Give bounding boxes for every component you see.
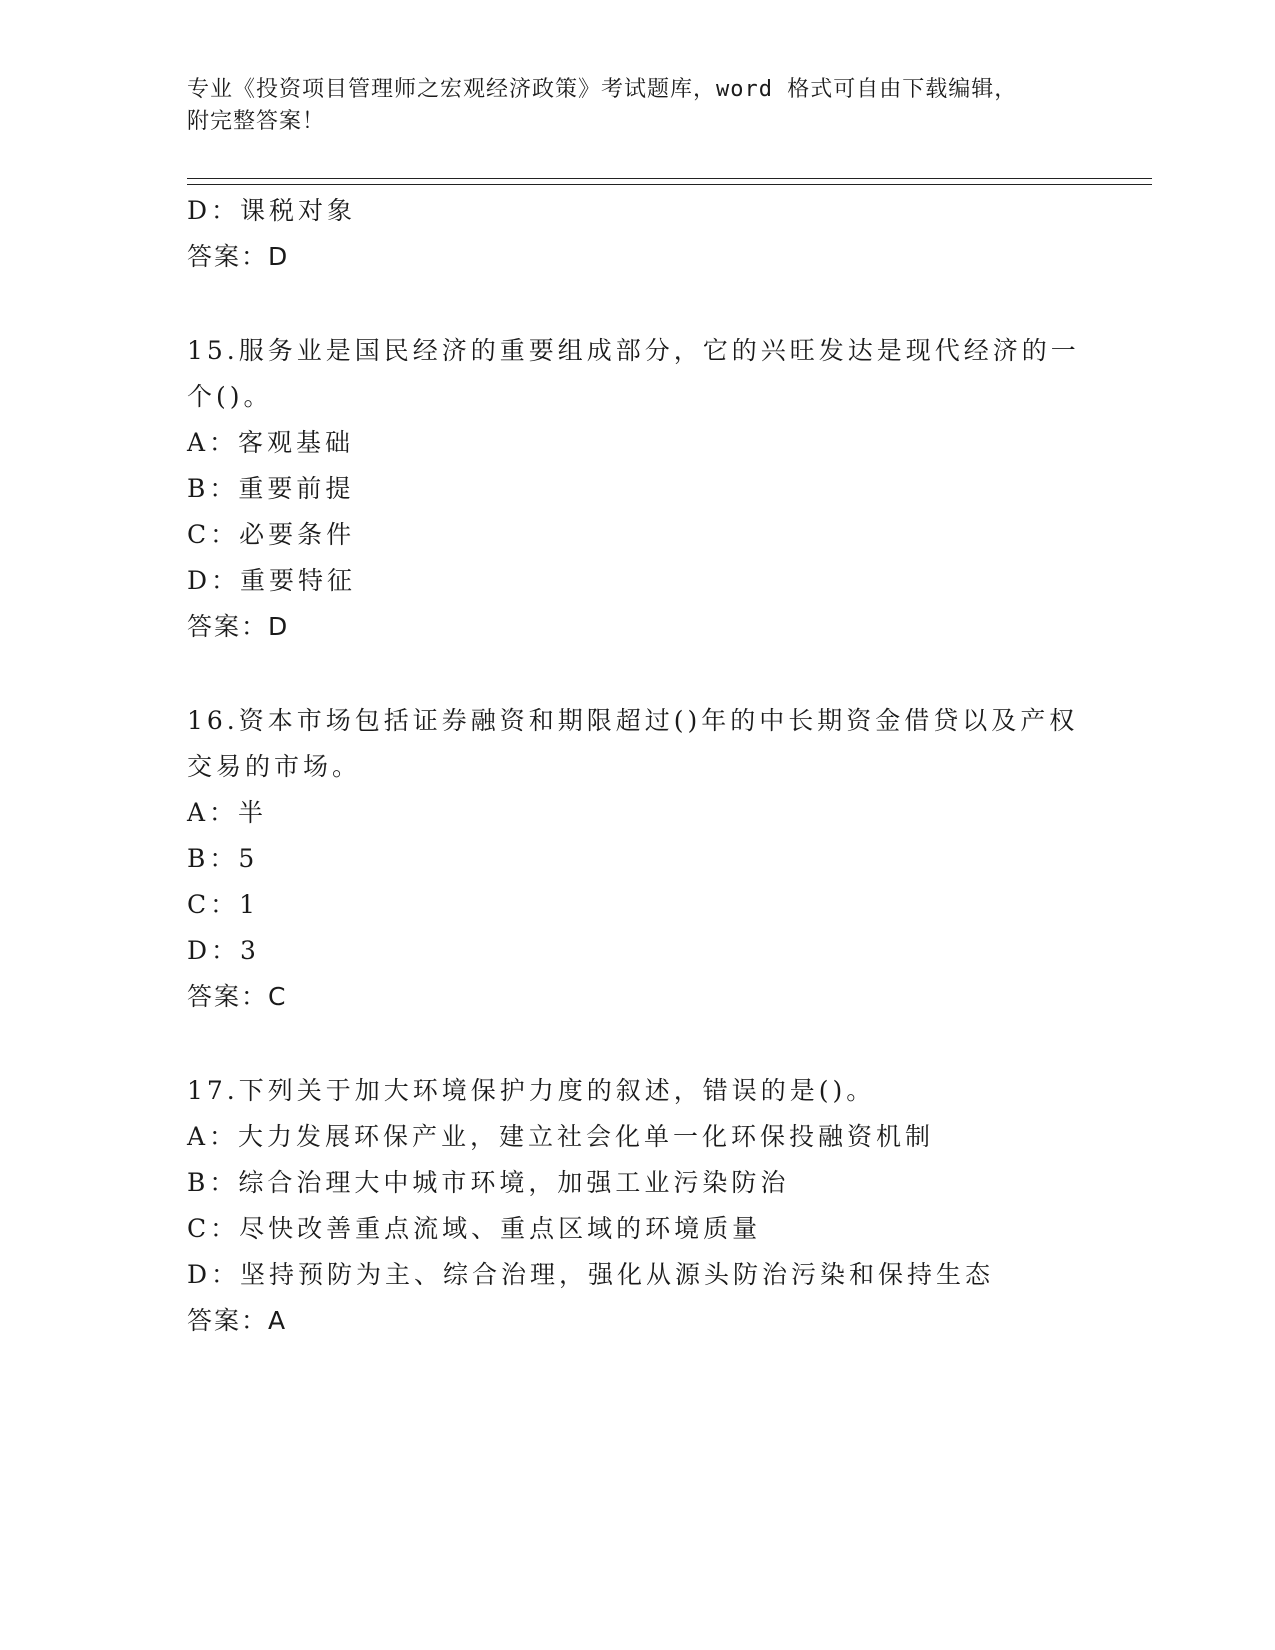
answer: 答案：C [187, 982, 288, 1011]
question-17 [187, 1068, 1127, 1344]
question-stem-line: 17.下列关于加大环境保护力度的叙述，错误的是()。 [187, 1076, 876, 1105]
option-d: D：重要特征 [187, 566, 357, 595]
option-c: C：1 [187, 890, 260, 919]
question-stem-line: 个()。 [187, 382, 273, 411]
option-b: B：5 [187, 844, 259, 873]
option-b: B：综合治理大中城市环境，加强工业污染防治 [187, 1168, 790, 1197]
answer: 答案：A [187, 1306, 288, 1335]
carryover-option-d: D：课税对象 [187, 196, 357, 225]
question-15 [187, 328, 1127, 650]
option-c: C：尽快改善重点流域、重点区域的环境质量 [187, 1214, 762, 1243]
option-a: A：半 [187, 798, 268, 827]
question-stem-line: 交易的市场。 [187, 752, 362, 781]
option-c: C：必要条件 [187, 520, 356, 549]
header-line-2: 附完整答案！ [187, 109, 326, 134]
question-content [187, 188, 1127, 1344]
answer: 答案：D [187, 612, 290, 641]
carryover-answer: 答案：D [187, 242, 290, 271]
question-stem-line: 16.资本市场包括证券融资和期限超过()年的中长期资金借贷以及产权 [187, 706, 1079, 735]
document-header [187, 74, 1067, 138]
option-b: B：重要前提 [187, 474, 355, 503]
option-d: D：3 [187, 936, 260, 965]
question-stem-line: 15.服务业是国民经济的重要组成部分，它的兴旺发达是现代经济的一 [187, 336, 1080, 365]
header-line-1: 专业《投资项目管理师之宏观经济政策》考试题库，word 格式可自由下载编辑， [187, 77, 1018, 102]
header-divider [187, 178, 1152, 185]
option-a: A：客观基础 [187, 428, 355, 457]
option-d: D：坚持预防为主、综合治理，强化从源头防治污染和保持生态 [187, 1260, 995, 1289]
option-a: A：大力发展环保产业，建立社会化单一化环保投融资机制 [187, 1122, 935, 1151]
question-16 [187, 698, 1127, 1020]
